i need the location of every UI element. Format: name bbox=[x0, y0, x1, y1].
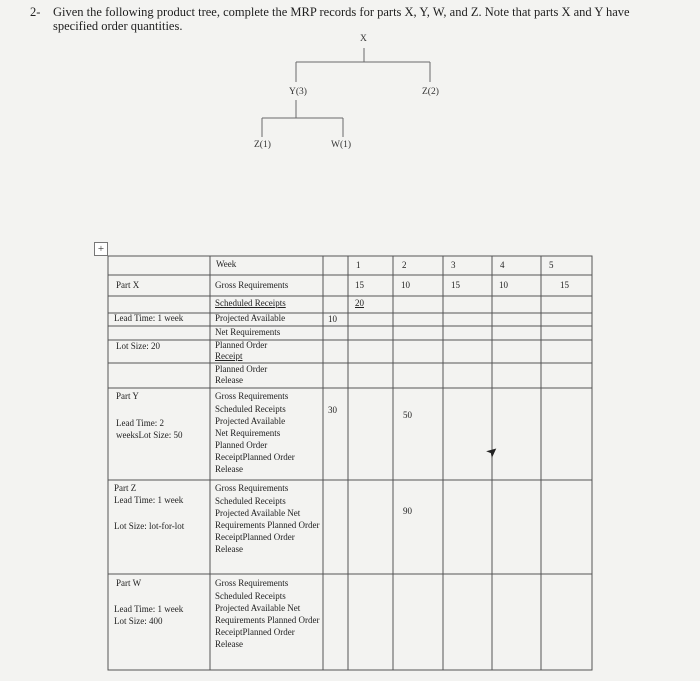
part-w-lead-time: Lead Time: 1 week bbox=[114, 604, 184, 614]
row-label: Requirements Planned Order bbox=[215, 520, 320, 530]
row-label: Scheduled Receipts bbox=[215, 404, 286, 414]
question-number: 2- bbox=[30, 5, 41, 19]
part-y-name: Part Y bbox=[116, 391, 139, 401]
node-y: Y(3) bbox=[289, 87, 307, 97]
week-number: 5 bbox=[549, 260, 554, 270]
node-z-top: Z(2) bbox=[422, 87, 439, 97]
row-label: Gross Requirements bbox=[215, 578, 289, 588]
gross-x-wk2: 10 bbox=[401, 280, 410, 290]
row-label: ReceiptPlanned Order bbox=[215, 532, 295, 542]
row-label: Release bbox=[215, 544, 243, 554]
row-label: ReceiptPlanned Order bbox=[215, 452, 295, 462]
row-label: Release bbox=[215, 375, 243, 385]
gross-x-wk3: 15 bbox=[451, 280, 460, 290]
node-w: W(1) bbox=[331, 140, 352, 150]
row-label: Release bbox=[215, 464, 243, 474]
row-label: Release bbox=[215, 639, 243, 649]
part-x-lot-size: Lot Size: 20 bbox=[116, 341, 160, 351]
row-label: Projected Available Net bbox=[215, 603, 301, 613]
week-number: 2 bbox=[402, 260, 407, 270]
row-label: Gross Requirements bbox=[215, 483, 289, 493]
part-w-name: Part W bbox=[116, 578, 142, 588]
node-z-bottom: Z(1) bbox=[254, 140, 271, 150]
row-label: Receipt bbox=[215, 351, 243, 361]
row-label: Requirements Planned Order bbox=[215, 615, 320, 625]
week-number: 3 bbox=[451, 260, 456, 270]
week-header: Week bbox=[216, 259, 237, 269]
part-z-lot-size: Lot Size: lot-for-lot bbox=[114, 521, 185, 531]
part-z-name: Part Z bbox=[114, 483, 137, 493]
scheduled-x-wk1: 20 bbox=[355, 298, 364, 308]
node-x: X bbox=[360, 34, 367, 44]
row-label: Projected Available bbox=[215, 416, 286, 426]
row-label: Planned Order bbox=[215, 364, 268, 374]
cursor-arrow-icon: ➤ bbox=[483, 442, 503, 463]
question-text: Given the following product tree, complete the MRP records for parts X, Y, W, and Z. Note that parts X and Y have specified order quantities. bbox=[53, 5, 630, 33]
part-y-lead-time: Lead Time: 2 bbox=[116, 418, 165, 428]
week-number: 4 bbox=[500, 260, 505, 270]
row-label: ReceiptPlanned Order bbox=[215, 627, 295, 637]
row-label: Projected Available Net bbox=[215, 508, 301, 518]
projected-y-initial: 30 bbox=[328, 405, 337, 415]
row-label: Projected Available bbox=[215, 313, 286, 323]
projected-x-initial: 10 bbox=[328, 314, 337, 324]
gross-x-wk5: 15 bbox=[560, 280, 569, 290]
row-label: Gross Requirements bbox=[215, 280, 289, 290]
row-label: Scheduled Receipts bbox=[215, 496, 286, 506]
table-move-handle-icon[interactable]: + bbox=[94, 242, 108, 256]
scheduled-y-wk2: 50 bbox=[403, 410, 412, 420]
gross-x-wk4: 10 bbox=[499, 280, 508, 290]
row-label: Planned Order bbox=[215, 340, 268, 350]
row-label: Gross Requirements bbox=[215, 391, 289, 401]
row-label: Scheduled Receipts bbox=[215, 591, 286, 601]
part-z-lead-time: Lead Time: 1 week bbox=[114, 495, 184, 505]
part-w-lot-size: Lot Size: 400 bbox=[114, 616, 163, 626]
part-x-lead-time: Lead Time: 1 week bbox=[114, 313, 184, 323]
row-label: Scheduled Receipts bbox=[215, 298, 286, 308]
gross-x-wk1: 15 bbox=[355, 280, 364, 290]
part-x-name: Part X bbox=[116, 280, 140, 290]
row-label: Planned Order bbox=[215, 440, 268, 450]
row-label: Net Requirements bbox=[215, 428, 281, 438]
scheduled-z-wk2: 90 bbox=[403, 506, 412, 516]
row-label: Net Requirements bbox=[215, 327, 281, 337]
week-number: 1 bbox=[356, 260, 361, 270]
part-y-lot-size: weeksLot Size: 50 bbox=[116, 430, 183, 440]
